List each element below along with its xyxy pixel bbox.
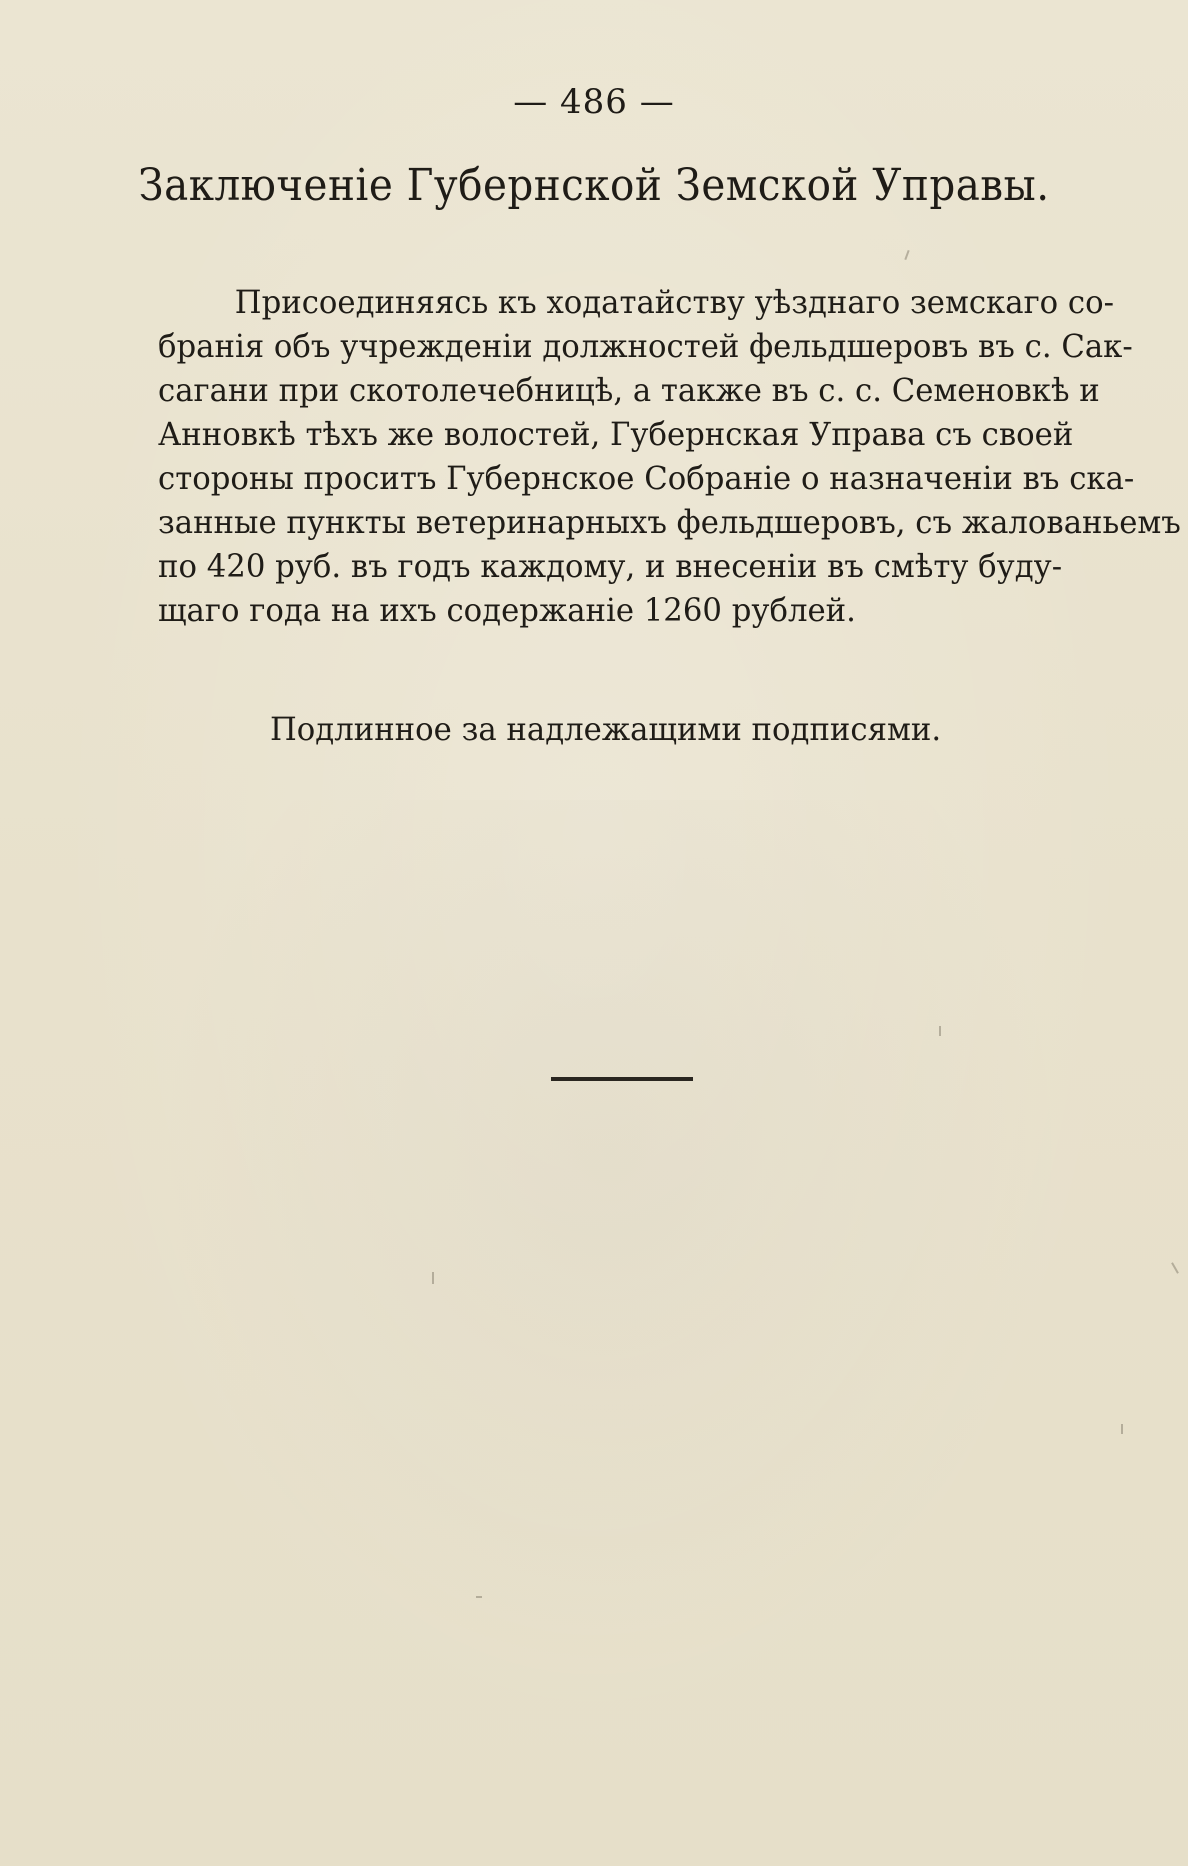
paper-speck xyxy=(1171,1262,1179,1273)
bleed-through-shadow xyxy=(150,800,1070,1680)
page-number: — 486 — xyxy=(513,82,675,122)
paragraph-line: Присоединяясь къ ходатайству уѣзднаго земскаго со- xyxy=(234,283,1115,321)
paragraph-line: стороны проситъ Губернское Собраніе о назначеніи въ ска- xyxy=(158,459,1135,497)
paragraph-line: по 420 руб. въ годъ каждому, и внесеніи въ смѣту буду- xyxy=(158,547,1063,585)
body-paragraph xyxy=(158,280,1181,632)
paragraph-line: щаго года на ихъ содержаніе 1260 рублей. xyxy=(158,591,856,629)
paper-speck xyxy=(1121,1424,1123,1434)
signature-note: Подлинное за надлежащими подписями. xyxy=(270,710,942,748)
paragraph-line: Анновкѣ тѣхъ же волостей, Губернская Управа съ своей xyxy=(158,415,1074,453)
paragraph-line: бранія объ учрежденіи должностей фельдшеровъ въ с. Сак- xyxy=(158,327,1133,365)
paper-speck xyxy=(904,250,909,260)
paper-speck xyxy=(476,1596,482,1598)
paragraph-line: сагани при скотолечебницѣ, а также въ с. с. Семеновкѣ и xyxy=(158,371,1100,409)
paper-speck xyxy=(939,1026,941,1036)
end-rule xyxy=(551,1077,693,1081)
paragraph-line: занные пункты ветеринарныхъ фельдшеровъ, съ жалованьемъ xyxy=(158,503,1181,541)
section-heading: Заключеніе Губернской Земской Управы. xyxy=(138,160,1050,211)
paper-speck xyxy=(432,1272,434,1284)
